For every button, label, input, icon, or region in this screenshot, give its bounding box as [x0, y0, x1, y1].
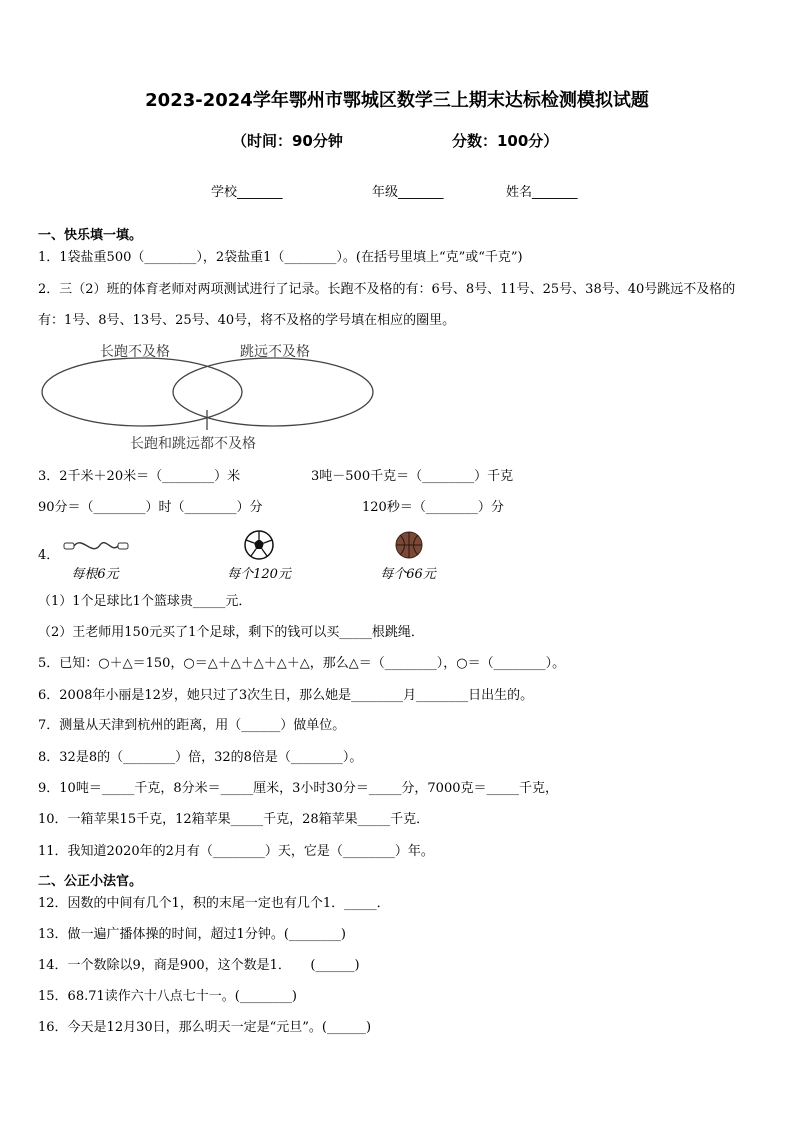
section-heading: 二、公正小法官。: [38, 874, 143, 889]
soccer-ball-price: 每个120元: [227, 567, 291, 582]
question-13: 13．做一遍广播体操的时间，超过1分钟。(________): [38, 927, 346, 942]
name-field: 姓名_______: [506, 185, 578, 200]
question-14: 14．一个数除以9，商是900，这个数是1． (______): [38, 958, 360, 973]
venn-left-label: 长跑不及格: [100, 344, 170, 360]
grade-field: 年级_______: [372, 185, 444, 200]
question-3c: 90分＝（________）时（________）分: [38, 500, 263, 515]
venn-right-circle: [173, 358, 373, 426]
question-4-1: （1）1个足球比1个篮球贵_____元．: [38, 594, 252, 609]
jump-rope-icon: [62, 533, 130, 559]
jump-rope-price: 每根6元: [71, 567, 119, 582]
basketball-price: 每个66元: [380, 567, 436, 582]
question-10: 10．一箱苹果15千克，12箱苹果_____千克，28箱苹果_____千克．: [38, 812, 430, 827]
question-3b: 3吨－500千克＝（________）千克: [311, 469, 514, 484]
school-field: 学校_______: [211, 185, 283, 200]
page-title: 2023-2024学年鄂州市鄂城区数学三上期末达标检测模拟试题: [145, 90, 649, 111]
venn-left-circle: [42, 358, 242, 426]
question-4-number: 4．: [38, 548, 60, 563]
question-12: 12．因数的中间有几个1，积的末尾一定也有几个1．_____．: [38, 896, 390, 911]
question-11: 11．我知道2020年的2月有（________）天，它是（________）年。: [38, 844, 434, 859]
question-3a: 3．2千米＋20米＝（________）米: [38, 469, 241, 484]
question-7: 7．测量从天津到杭州的距离，用（______）做单位。: [38, 718, 346, 733]
question-16: 16．今天是12月30日，那么明天一定是“元旦”。(______): [38, 1020, 372, 1035]
venn-bottom-label: 长跑和跳远都不及格: [130, 436, 256, 452]
question-3d: 120秒＝（________）分: [362, 500, 504, 515]
basketball-icon: [394, 530, 424, 560]
question-15: 15．68.71读作六十八点七十一。(________): [38, 989, 297, 1004]
question-6: 6．2008年小丽是12岁，她只过了3次生日，那么她是________月________日出生的。: [38, 688, 534, 703]
question-5: 5．已知：○＋△＝150，○＝△＋△＋△＋△＋△，那么△＝（________），○＝（________）。: [38, 656, 566, 671]
question-4-2: （2）王老师用150元买了1个足球，剩下的钱可以买_____根跳绳．: [38, 625, 424, 640]
venn-right-label: 跳远不及格: [240, 344, 310, 360]
question-2: 2．三（2）班的体育老师对两项测试进行了记录。长跑不及格的有：6号、8号、11号、25号、38号、40号跳远不及格的有：1号、8号、13号、25号、40号，将不及格的学号填在相应的圈里。: [38, 282, 736, 328]
section-heading: 一、快乐填一填。: [38, 228, 143, 243]
exam-time: （时间：90分钟: [232, 132, 343, 150]
question-1: 1．1袋盐重500（________），2袋盐重1（________）。(在括号里填上“克”或“千克”): [38, 250, 523, 265]
question-8: 8．32是8的（________）倍，32的8倍是（________）。: [38, 750, 363, 765]
venn-diagram: [30, 338, 390, 458]
question-9: 9．10吨＝_____千克，8分米＝_____厘米，3小时30分＝_____分，7000克＝_____千克，: [38, 781, 558, 796]
exam-score: 分数：100分）: [452, 132, 559, 150]
soccer-ball-icon: [243, 529, 275, 561]
